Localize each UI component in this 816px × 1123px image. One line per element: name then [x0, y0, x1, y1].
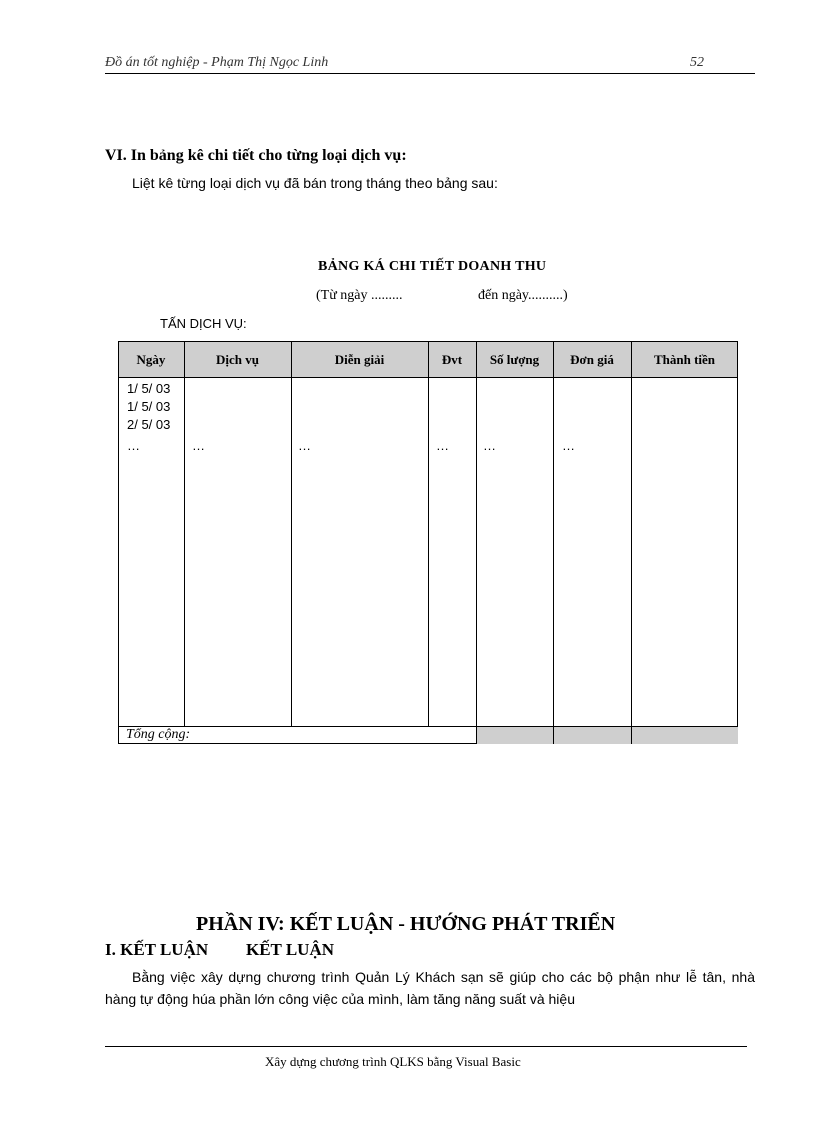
col-header-description: Diễn giải — [334, 352, 385, 367]
col-divider — [631, 341, 632, 744]
col-header-date: Ngày — [136, 352, 166, 367]
date-cell: 1/ 5/ 03 — [127, 381, 171, 396]
total-cell-price — [554, 726, 631, 744]
footer-text: Xây dựng chương trình QLKS bằng Visual Basic — [265, 1054, 521, 1069]
ellipsis-cell: … — [562, 438, 575, 453]
col-header-quantity: Số lượng — [489, 352, 540, 367]
service-label: TẤN DỊCH VỤ: — [160, 316, 247, 331]
col-divider — [553, 341, 554, 744]
section-title: VI. In bảng kê chi tiết cho từng loại dịch vụ: — [105, 147, 407, 164]
report-range-from: (Từ ngày ......... — [316, 288, 403, 303]
conclusion-heading: I. KẾT LUẬN — [105, 940, 209, 959]
col-divider — [476, 341, 477, 744]
conclusion-body: Bằng việc xây dựng chương trình Quản Lý Khách sạn sẽ giúp cho các bộ phận như lễ tân, nhà hàng tự động húa phần lớn công việc của mình, làm tăng năng suất và hiệu — [105, 969, 755, 1007]
section-text: Liệt kê từng loại dịch vụ đã bán trong tháng theo bảng sau: — [132, 175, 498, 191]
report-title: BẢNG KÁ CHI TIẾT DOANH THU — [318, 259, 547, 274]
conclusion-heading-repeat: KẾT LUẬN — [246, 940, 335, 959]
total-cell-amount — [632, 726, 738, 744]
ellipsis-cell: … — [192, 438, 205, 453]
ellipsis-cell: … — [298, 438, 311, 453]
report-range-to: đến ngày..........) — [478, 288, 568, 303]
part-title: PHẦN IV: KẾT LUẬN - HƯỚNG PHÁT TRIỂN — [196, 913, 616, 935]
col-divider — [291, 341, 292, 726]
header-title: Đồ án tốt nghiệp - Phạm Thị Ngọc Linh — [105, 55, 329, 70]
header-rule — [105, 73, 755, 74]
page-number: 52 — [690, 55, 704, 70]
date-cell: 1/ 5/ 03 — [127, 399, 171, 414]
col-header-unit: Đvt — [441, 352, 463, 367]
total-cell-quantity — [476, 726, 553, 744]
total-label: Tổng cộng: — [126, 727, 191, 742]
date-cell: 2/ 5/ 03 — [127, 417, 171, 432]
col-header-amount: Thành tiền — [653, 352, 716, 367]
col-header-service: Dịch vụ — [216, 352, 259, 367]
col-divider — [428, 341, 429, 726]
total-divider — [118, 726, 738, 727]
col-divider — [184, 341, 185, 726]
ellipsis-cell: … — [127, 438, 140, 453]
footer-rule — [105, 1046, 747, 1047]
ellipsis-cell: … — [483, 438, 496, 453]
ellipsis-cell: … — [436, 438, 449, 453]
col-header-unit-price: Đơn giá — [570, 352, 614, 367]
